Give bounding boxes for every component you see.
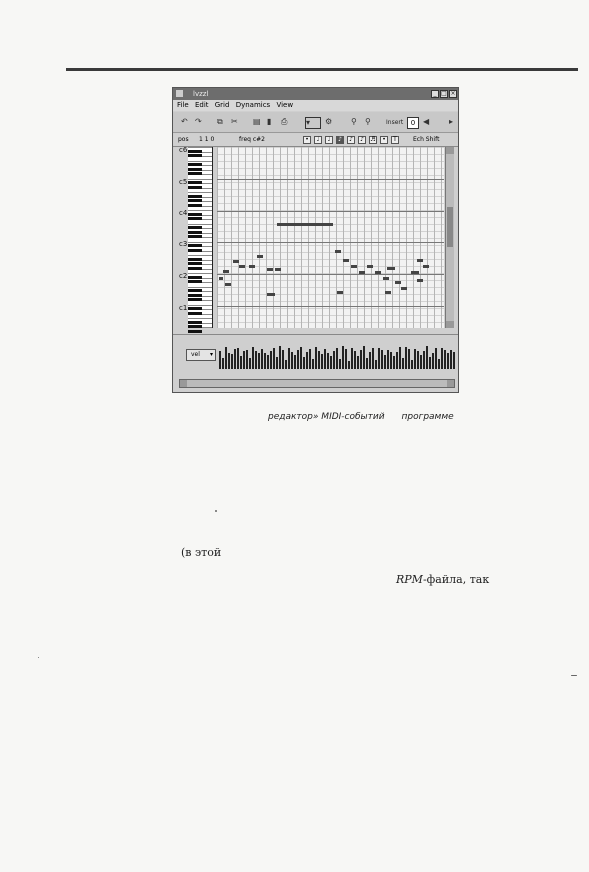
zoom-out-icon[interactable]: ⚲ <box>365 117 371 126</box>
black-key[interactable] <box>188 172 202 175</box>
velocity-bar[interactable] <box>378 348 380 369</box>
horizontal-scrollbar[interactable] <box>179 379 455 388</box>
midi-note[interactable] <box>225 283 231 286</box>
velocity-bar[interactable] <box>231 354 233 369</box>
velocity-bar[interactable] <box>243 351 245 369</box>
midi-note[interactable] <box>411 271 419 274</box>
midi-note[interactable] <box>239 265 245 268</box>
velocity-bar[interactable] <box>291 352 293 369</box>
midi-note[interactable] <box>335 250 341 253</box>
note-tool-1[interactable]: • <box>303 136 311 144</box>
note-tool-2[interactable]: ♩ <box>314 136 322 144</box>
velocity-bar[interactable] <box>435 348 437 369</box>
toolbar-more-icon[interactable]: ▸ <box>449 117 454 126</box>
black-key[interactable] <box>188 204 202 207</box>
body-text-line2-rest: -файла, так <box>422 573 490 586</box>
velocity-bar[interactable] <box>249 358 251 369</box>
velocity-bar[interactable] <box>345 349 347 369</box>
scroll-up-arrow[interactable] <box>446 147 454 154</box>
velocity-bar[interactable] <box>258 353 260 369</box>
black-key[interactable] <box>188 249 202 252</box>
white-key[interactable] <box>188 318 212 319</box>
note-tool-3[interactable]: ♩ <box>325 136 333 144</box>
octave-label-c2: c2 <box>179 272 188 280</box>
velocity-bar[interactable] <box>225 347 227 369</box>
close-button[interactable]: × <box>450 90 456 97</box>
midi-note[interactable] <box>257 255 263 258</box>
main-toolbar <box>173 112 458 133</box>
note-tool-5[interactable]: ♪ <box>347 136 355 144</box>
pos-label: pos <box>178 136 189 143</box>
midi-note[interactable] <box>401 287 407 290</box>
midi-note[interactable] <box>395 281 401 284</box>
octave-line <box>217 179 444 180</box>
velocity-bar[interactable] <box>348 361 350 369</box>
velocity-bar[interactable] <box>327 353 329 369</box>
white-key[interactable] <box>188 224 212 225</box>
paste-icon[interactable]: ▤ <box>253 117 261 126</box>
octave-label-c4: c4 <box>179 209 188 217</box>
menu-view[interactable]: View <box>276 101 294 109</box>
velocity-bar[interactable] <box>228 353 230 369</box>
velocity-bar[interactable] <box>339 359 341 369</box>
velocity-bar[interactable] <box>411 360 413 369</box>
black-key[interactable] <box>188 217 202 220</box>
velocity-bar[interactable] <box>309 349 311 369</box>
midi-note[interactable] <box>267 293 275 296</box>
velocity-bar[interactable] <box>450 350 452 369</box>
black-key[interactable] <box>188 276 202 279</box>
note-tool-4[interactable]: ♪ <box>336 136 344 144</box>
midi-note[interactable] <box>417 259 423 262</box>
note-tool-8[interactable]: • <box>380 136 388 144</box>
scroll-down-arrow[interactable] <box>446 321 454 328</box>
black-key[interactable] <box>188 186 202 189</box>
settings-icon[interactable]: ⚙ <box>325 117 333 126</box>
black-key[interactable] <box>188 307 202 310</box>
octave-label-c5: c5 <box>179 178 188 186</box>
white-key[interactable] <box>188 273 212 274</box>
velocity-bar[interactable] <box>354 351 356 369</box>
velocity-bar[interactable] <box>372 348 374 369</box>
caption-right: программе <box>401 412 454 422</box>
velocity-bar[interactable] <box>303 357 305 369</box>
octave-line <box>217 306 444 307</box>
velocity-bar[interactable] <box>330 356 332 369</box>
velocity-bar[interactable] <box>366 358 368 369</box>
figure-caption <box>268 412 454 422</box>
velocity-bar[interactable] <box>252 347 254 369</box>
midi-note[interactable] <box>223 270 229 273</box>
note-tool-7[interactable]: ♬ <box>370 136 376 143</box>
octave-label-c6: c6 <box>179 146 188 154</box>
midi-note[interactable] <box>343 259 349 262</box>
velocity-bar[interactable] <box>429 357 431 369</box>
velocity-bar[interactable] <box>324 349 326 369</box>
black-key[interactable] <box>188 321 202 324</box>
velocity-bar[interactable] <box>240 356 242 369</box>
octave-line <box>217 242 444 243</box>
velocity-bar[interactable] <box>264 353 266 369</box>
piano-keyboard[interactable] <box>188 147 213 328</box>
velocity-bar[interactable] <box>357 356 359 369</box>
midi-note[interactable] <box>275 268 281 271</box>
scroll-thumb[interactable] <box>447 207 453 247</box>
minimize-button[interactable]: _ <box>431 90 439 98</box>
midi-note[interactable] <box>375 271 381 274</box>
menu-dynamics[interactable]: Dynamics <box>235 101 271 109</box>
black-key[interactable] <box>188 258 202 261</box>
velocity-bar[interactable] <box>390 352 392 369</box>
rpm-term: RPM <box>396 573 423 586</box>
midi-note[interactable] <box>385 291 391 294</box>
white-key[interactable] <box>188 242 212 243</box>
velocity-bar[interactable] <box>381 350 383 369</box>
pos-value[interactable]: 1 1 0 <box>199 136 215 143</box>
menu-bar <box>173 100 458 111</box>
velocity-bar[interactable] <box>246 350 248 369</box>
scan-speck <box>38 657 39 658</box>
black-key[interactable] <box>188 168 202 171</box>
velocity-panel <box>173 334 458 377</box>
octave-label-c3: c3 <box>179 240 188 248</box>
header-rule <box>66 68 578 71</box>
black-key[interactable] <box>188 199 202 202</box>
velocity-bar[interactable] <box>375 360 377 369</box>
velocity-bar[interactable] <box>219 351 221 369</box>
chevron-down-icon: ▾ <box>209 351 213 358</box>
velocity-bar[interactable] <box>426 346 428 369</box>
black-key[interactable] <box>188 154 202 157</box>
velocity-bar[interactable] <box>438 359 440 369</box>
scan-speck <box>571 675 577 676</box>
velocity-bar[interactable] <box>342 346 344 369</box>
black-key[interactable] <box>188 312 202 315</box>
velocity-bar[interactable] <box>384 355 386 369</box>
velocity-bar[interactable] <box>312 359 314 369</box>
copy-icon[interactable]: ⧉ <box>217 117 223 126</box>
print-icon[interactable]: ⎙ <box>281 117 288 126</box>
white-key[interactable] <box>188 161 212 162</box>
velocity-bar[interactable] <box>270 351 272 369</box>
velocity-bar[interactable] <box>414 349 416 369</box>
velocity-bar[interactable] <box>369 352 371 369</box>
caption-left: редактор» MIDI-событий <box>268 412 385 422</box>
black-key[interactable] <box>188 330 202 333</box>
velocity-bar[interactable] <box>267 355 269 369</box>
black-key[interactable] <box>188 267 202 270</box>
midi-note[interactable] <box>417 279 423 282</box>
velocity-bar[interactable] <box>423 351 425 369</box>
velocity-bar[interactable] <box>279 346 281 369</box>
black-key[interactable] <box>188 163 202 166</box>
white-key[interactable] <box>188 210 212 211</box>
velocity-bar[interactable] <box>417 351 419 369</box>
velocity-bar[interactable] <box>285 360 287 369</box>
undo-icon[interactable]: ↶ <box>181 117 188 126</box>
velocity-bar[interactable] <box>333 351 335 369</box>
edit-shift-label[interactable]: Ech Shift <box>413 136 440 143</box>
note-grid[interactable] <box>217 147 444 328</box>
body-text-line2 <box>396 573 489 586</box>
window-title: lvzzl <box>193 90 209 98</box>
midi-note[interactable] <box>359 271 365 274</box>
midi-note[interactable] <box>351 265 357 268</box>
octave-label-c1: c1 <box>179 304 188 312</box>
octave-line <box>217 274 444 275</box>
white-key[interactable] <box>188 305 212 306</box>
insert-label: Insert <box>386 119 404 126</box>
white-key[interactable] <box>188 192 212 193</box>
white-key[interactable] <box>188 255 212 256</box>
black-key[interactable] <box>188 262 202 265</box>
velocity-bar[interactable] <box>315 347 317 369</box>
midi-editor-window <box>172 87 459 393</box>
speaker-icon[interactable]: ◀ <box>423 117 430 126</box>
midi-note[interactable] <box>219 277 223 280</box>
black-key[interactable] <box>188 213 202 216</box>
position-toolbar <box>173 134 458 147</box>
velocity-bar[interactable] <box>396 352 398 369</box>
black-key[interactable] <box>188 244 202 247</box>
app-icon <box>176 90 183 97</box>
midi-note[interactable] <box>267 268 273 271</box>
velocity-bar[interactable] <box>432 353 434 369</box>
black-key[interactable] <box>188 294 202 297</box>
velocity-bar[interactable] <box>399 347 401 369</box>
black-key[interactable] <box>188 195 202 198</box>
scan-speck <box>215 510 217 512</box>
menu-file[interactable]: File <box>177 101 189 109</box>
white-key[interactable] <box>188 179 212 180</box>
black-key[interactable] <box>188 150 202 153</box>
black-key[interactable] <box>188 226 202 229</box>
midi-note[interactable] <box>423 265 429 268</box>
menu-edit[interactable]: Edit <box>194 101 209 109</box>
velocity-bar[interactable] <box>360 350 362 369</box>
velocity-bar[interactable] <box>453 352 455 369</box>
velocity-bar[interactable] <box>387 350 389 369</box>
velocity-bar[interactable] <box>321 354 323 369</box>
velocity-bar[interactable] <box>222 358 224 369</box>
midi-note[interactable] <box>383 277 389 280</box>
velocity-bar[interactable] <box>288 348 290 369</box>
velocity-bar[interactable] <box>297 350 299 369</box>
title-bar[interactable] <box>173 88 458 100</box>
velocity-dropdown[interactable] <box>186 349 216 361</box>
freq-label: freq c#2 <box>239 136 265 143</box>
velocity-bar[interactable] <box>444 350 446 369</box>
vertical-scrollbar[interactable] <box>445 147 454 328</box>
velocity-bar[interactable] <box>294 355 296 369</box>
scroll-left-arrow[interactable] <box>180 380 187 387</box>
velocity-bar[interactable] <box>255 351 257 369</box>
zoom-in-icon[interactable]: ⚲ <box>351 117 357 126</box>
velocity-bar[interactable] <box>393 356 395 369</box>
velocity-bar[interactable] <box>447 353 449 369</box>
note-tool-9[interactable]: T <box>391 136 399 144</box>
velocity-bar[interactable] <box>408 349 410 369</box>
velocity-bar[interactable] <box>300 347 302 369</box>
velocity-bar[interactable] <box>363 346 365 369</box>
velocity-bar[interactable] <box>273 348 275 369</box>
black-key[interactable] <box>188 231 202 234</box>
velocity-bar[interactable] <box>351 348 353 369</box>
octave-line <box>217 211 444 212</box>
scroll-right-arrow[interactable] <box>447 380 454 387</box>
velocity-bar[interactable] <box>402 358 404 369</box>
midi-note[interactable] <box>337 291 343 294</box>
black-key[interactable] <box>188 235 202 238</box>
velocity-bar[interactable] <box>276 357 278 369</box>
velocity-bar[interactable] <box>420 355 422 369</box>
white-key[interactable] <box>188 147 212 148</box>
velocity-bar[interactable] <box>441 348 443 369</box>
velocity-bar[interactable] <box>318 351 320 369</box>
velocity-bar[interactable] <box>405 347 407 369</box>
midi-note[interactable] <box>387 267 395 270</box>
snap-select-icon[interactable]: ▾ <box>305 117 321 129</box>
midi-note[interactable] <box>249 265 255 268</box>
black-key[interactable] <box>188 298 202 301</box>
cut-icon[interactable]: ✂ <box>231 117 238 126</box>
body-text-line1: (в этой <box>181 546 222 559</box>
velocity-bar[interactable] <box>336 348 338 369</box>
midi-note[interactable] <box>277 223 333 226</box>
white-key[interactable] <box>188 287 212 288</box>
delete-icon[interactable]: ▮ <box>267 117 272 126</box>
black-key[interactable] <box>188 181 202 184</box>
maximize-button[interactable]: □ <box>441 90 447 97</box>
black-key[interactable] <box>188 289 202 292</box>
midi-note[interactable] <box>367 265 373 268</box>
velocity-bar[interactable] <box>306 352 308 369</box>
insert-value-field[interactable]: 0 <box>407 117 419 129</box>
note-tool-6[interactable]: ♪ <box>358 136 366 144</box>
redo-icon[interactable]: ↷ <box>195 117 202 126</box>
velocity-dropdown-label: vel <box>191 351 200 358</box>
black-key[interactable] <box>188 280 202 283</box>
velocity-bar[interactable] <box>261 349 263 369</box>
velocity-bar[interactable] <box>282 350 284 369</box>
black-key[interactable] <box>188 325 202 328</box>
menu-grid[interactable]: Grid <box>214 101 230 109</box>
velocity-bar[interactable] <box>237 348 239 369</box>
midi-note[interactable] <box>233 260 239 263</box>
velocity-bar[interactable] <box>234 349 236 369</box>
